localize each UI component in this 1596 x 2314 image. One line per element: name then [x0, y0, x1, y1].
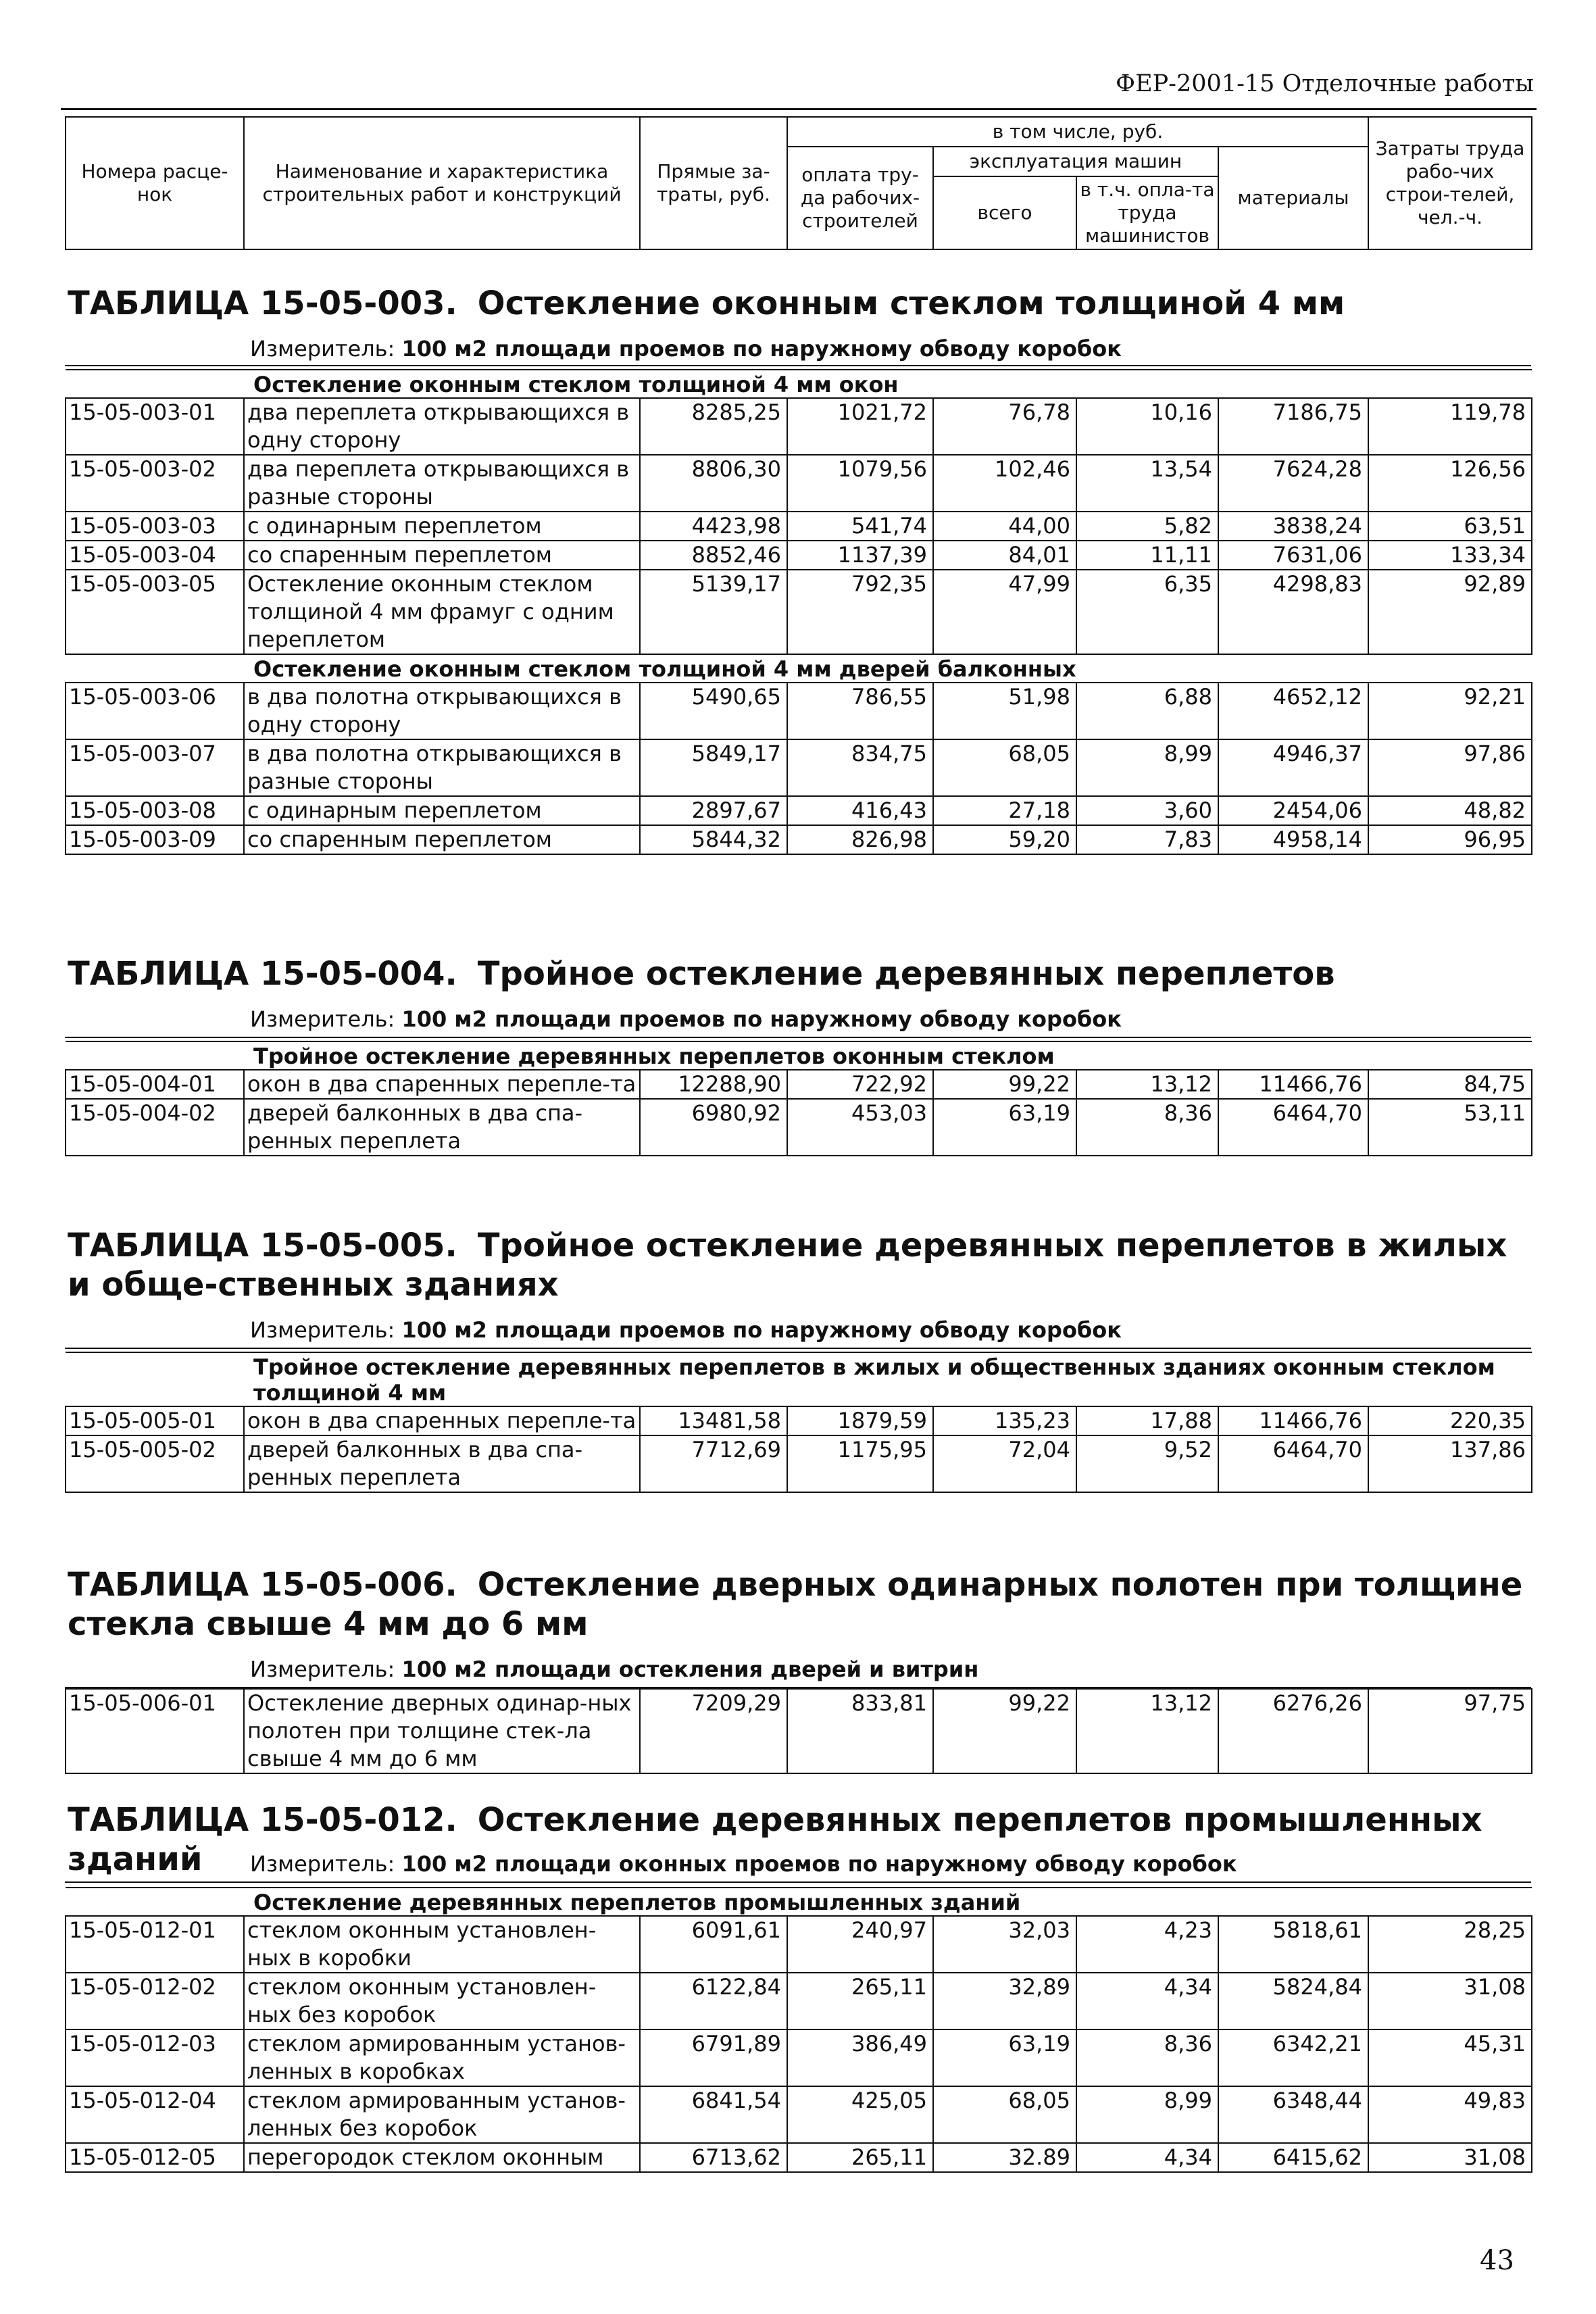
- col-materials-header: материалы: [1218, 147, 1368, 249]
- table-row: 15-05-012-01 стеклом оконным установлен-ных в коробки 6091,61 240,97 32,03 4,23 5818,61 28,25: [66, 1916, 1532, 1973]
- table-row: 15-05-005-02 дверей балконных в два спа-ренных переплета 7712,69 1175,95 72,04 9,52 6464,70 137,86: [66, 1435, 1532, 1492]
- table-row: 15-05-006-01 Остекление дверных одинар-ных полотен при толщине стек-ла свыше 4 мм до 6 мм 7209,29 833,81 99,22 13,12 6276,26 97,75: [66, 1689, 1532, 1773]
- rates-table: [65, 1887, 1532, 2173]
- table-meter: Измеритель: 100 м2 площади остекления дверей и витрин: [250, 1656, 979, 1682]
- table-label: ТАБЛИЦА 15-05-012.: [68, 1801, 457, 1839]
- table-meter: Измеритель: 100 м2 площади проемов по наружному обводу коробок: [250, 336, 1122, 362]
- table-row: 15-05-003-07 в два полотна открывающихся в разные стороны 5849,17 834,75 68,05 8,99 4946,37 97,86: [66, 739, 1532, 796]
- page-header: ФЕР-2001-15 Отделочные работы: [1116, 70, 1534, 97]
- table-meter: Измеритель: 100 м2 площади проемов по наружному обводу коробок: [250, 1317, 1122, 1343]
- table-row: 15-05-003-09 со спаренным переплетом 5844,32 826,98 59,20 7,83 4958,14 96,95: [66, 825, 1532, 854]
- table-label: ТАБЛИЦА 15-05-004.: [68, 955, 457, 993]
- table-row: 15-05-003-06 в два полотна открывающихся в одну сторону 5490,65 786,55 51,98 6,88 4652,12 92,21: [66, 683, 1532, 739]
- table-title: [68, 954, 1534, 993]
- col-direct-header: Прямые за-траты, руб.: [640, 117, 787, 249]
- table-row: 15-05-012-03 стеклом армированным установ-ленных в коробках 6791,89 386,49 63,19 8,36 6342,21 45,31: [66, 2029, 1532, 2086]
- col-code-header: Номера расце-нок: [66, 117, 244, 249]
- table-title: [68, 1226, 1534, 1304]
- table-row: 15-05-003-03 с одинарным переплетом 4423,98 541,74 44,00 5,82 3838,24 63,51: [66, 512, 1532, 541]
- section-heading: Остекление деревянных переплетов промышленных зданий: [66, 1888, 1532, 1916]
- table-heading: Тройное остекление деревянных переплетов: [477, 955, 1335, 993]
- header-rule: [61, 108, 1537, 110]
- column-header-table: [65, 116, 1532, 250]
- meter-rule: [65, 365, 1531, 366]
- table-row: 15-05-012-02 стеклом оконным установлен-ных без коробок 6122,84 265,11 32,89 4,34 5824,84 31,08: [66, 1973, 1532, 2029]
- col-wages-header: оплата тру-да рабочих-строителей: [787, 147, 933, 249]
- rates-table: [65, 369, 1532, 855]
- table-heading: Тройное остекление деревянных переплетов в жилых и обще-ственных зданиях: [68, 1227, 1507, 1304]
- col-total-header: всего: [933, 176, 1076, 249]
- table-row: 15-05-004-01 окон в два спаренных перепле-та 12288,90 722,92 99,22 13,12 11466,76 84,75: [66, 1070, 1532, 1099]
- table-title: [68, 284, 1534, 323]
- table-row: 15-05-003-04 со спаренным переплетом 8852,46 1137,39 84,01 11,11 7631,06 133,34: [66, 541, 1532, 570]
- rates-table: [65, 1041, 1532, 1156]
- rates-table: [65, 1688, 1532, 1774]
- table-row: 15-05-004-02 дверей балконных в два спа-ренных переплета 6980,92 453,03 63,19 8,36 6464,70 53,11: [66, 1099, 1532, 1156]
- section-heading: Тройное остекление деревянных переплетов оконным стеклом: [66, 1041, 1532, 1070]
- section-heading: Остекление оконным стеклом толщиной 4 мм дверей балконных: [66, 654, 1532, 683]
- table-meter: Измеритель: 100 м2 площади оконных проемов по наружному обводу коробок: [250, 1851, 1237, 1877]
- meter-rule: [65, 1881, 1531, 1883]
- table-row: 15-05-003-08 с одинарным переплетом 2897,67 416,43 27,18 3,60 2454,06 48,82: [66, 796, 1532, 825]
- table-heading: Остекление оконным стеклом толщиной 4 мм: [477, 285, 1345, 322]
- table-heading: Остекление деревянных переплетов промышленных зданий: [68, 1801, 1482, 1878]
- table-row: 15-05-012-05 перегородок стеклом оконным 6713,62 265,11 32.89 4,34 6415,62 31,08: [66, 2143, 1532, 2172]
- table-label: ТАБЛИЦА 15-05-003.: [68, 285, 457, 322]
- col-name-header: Наименование и характеристика строительных работ и конструкций: [244, 117, 640, 249]
- table-row: 15-05-003-01 два переплета открывающихся в одну сторону 8285,25 1021,72 76,78 10,16 7186,75 119,78: [66, 398, 1532, 455]
- table-meter: Измеритель: 100 м2 площади проемов по наружному обводу коробок: [250, 1006, 1122, 1032]
- table-label: ТАБЛИЦА 15-05-006.: [68, 1566, 457, 1604]
- table-row: 15-05-003-05 Остекление оконным стеклом толщиной 4 мм фрамуг с одним переплетом 5139,17 792,35 47,99 6,35 4298,83 92,89: [66, 570, 1532, 654]
- page-number: 43: [1480, 2245, 1514, 2276]
- table-row: 15-05-005-01 окон в два спаренных перепле-та 13481,58 1879,59 135,23 17,88 11466,76 220,35: [66, 1406, 1532, 1435]
- col-operators-header: в т.ч. опла-та труда машинистов: [1076, 176, 1218, 249]
- table-label: ТАБЛИЦА 15-05-005.: [68, 1227, 457, 1264]
- section-heading: Остекление оконным стеклом толщиной 4 мм окон: [66, 370, 1532, 398]
- meter-rule: [65, 1037, 1531, 1038]
- meter-rule: [65, 1348, 1531, 1349]
- section-heading: Тройное остекление деревянных переплетов в жилых и общественных зданиях оконным стеклом толщиной 4 мм: [66, 1352, 1532, 1406]
- col-labor-header: Затраты труда рабо-чих строи-телей, чел.-ч.: [1368, 117, 1532, 249]
- table-heading: Остекление дверных одинарных полотен при толщине стекла свыше 4 мм до 6 мм: [68, 1566, 1523, 1643]
- table-title: [68, 1565, 1534, 1644]
- rates-table: [65, 1352, 1532, 1493]
- table-row: 15-05-003-02 два переплета открывающихся в разные стороны 8806,30 1079,56 102,46 13,54 7624,28 126,56: [66, 455, 1532, 512]
- table-row: 15-05-012-04 стеклом армированным установ-ленных без коробок 6841,54 425,05 68,05 8,99 6348,44 49,83: [66, 2086, 1532, 2143]
- col-incl-header: в том числе, руб.: [787, 117, 1368, 147]
- col-machines-header: эксплуатация машин: [933, 147, 1218, 176]
